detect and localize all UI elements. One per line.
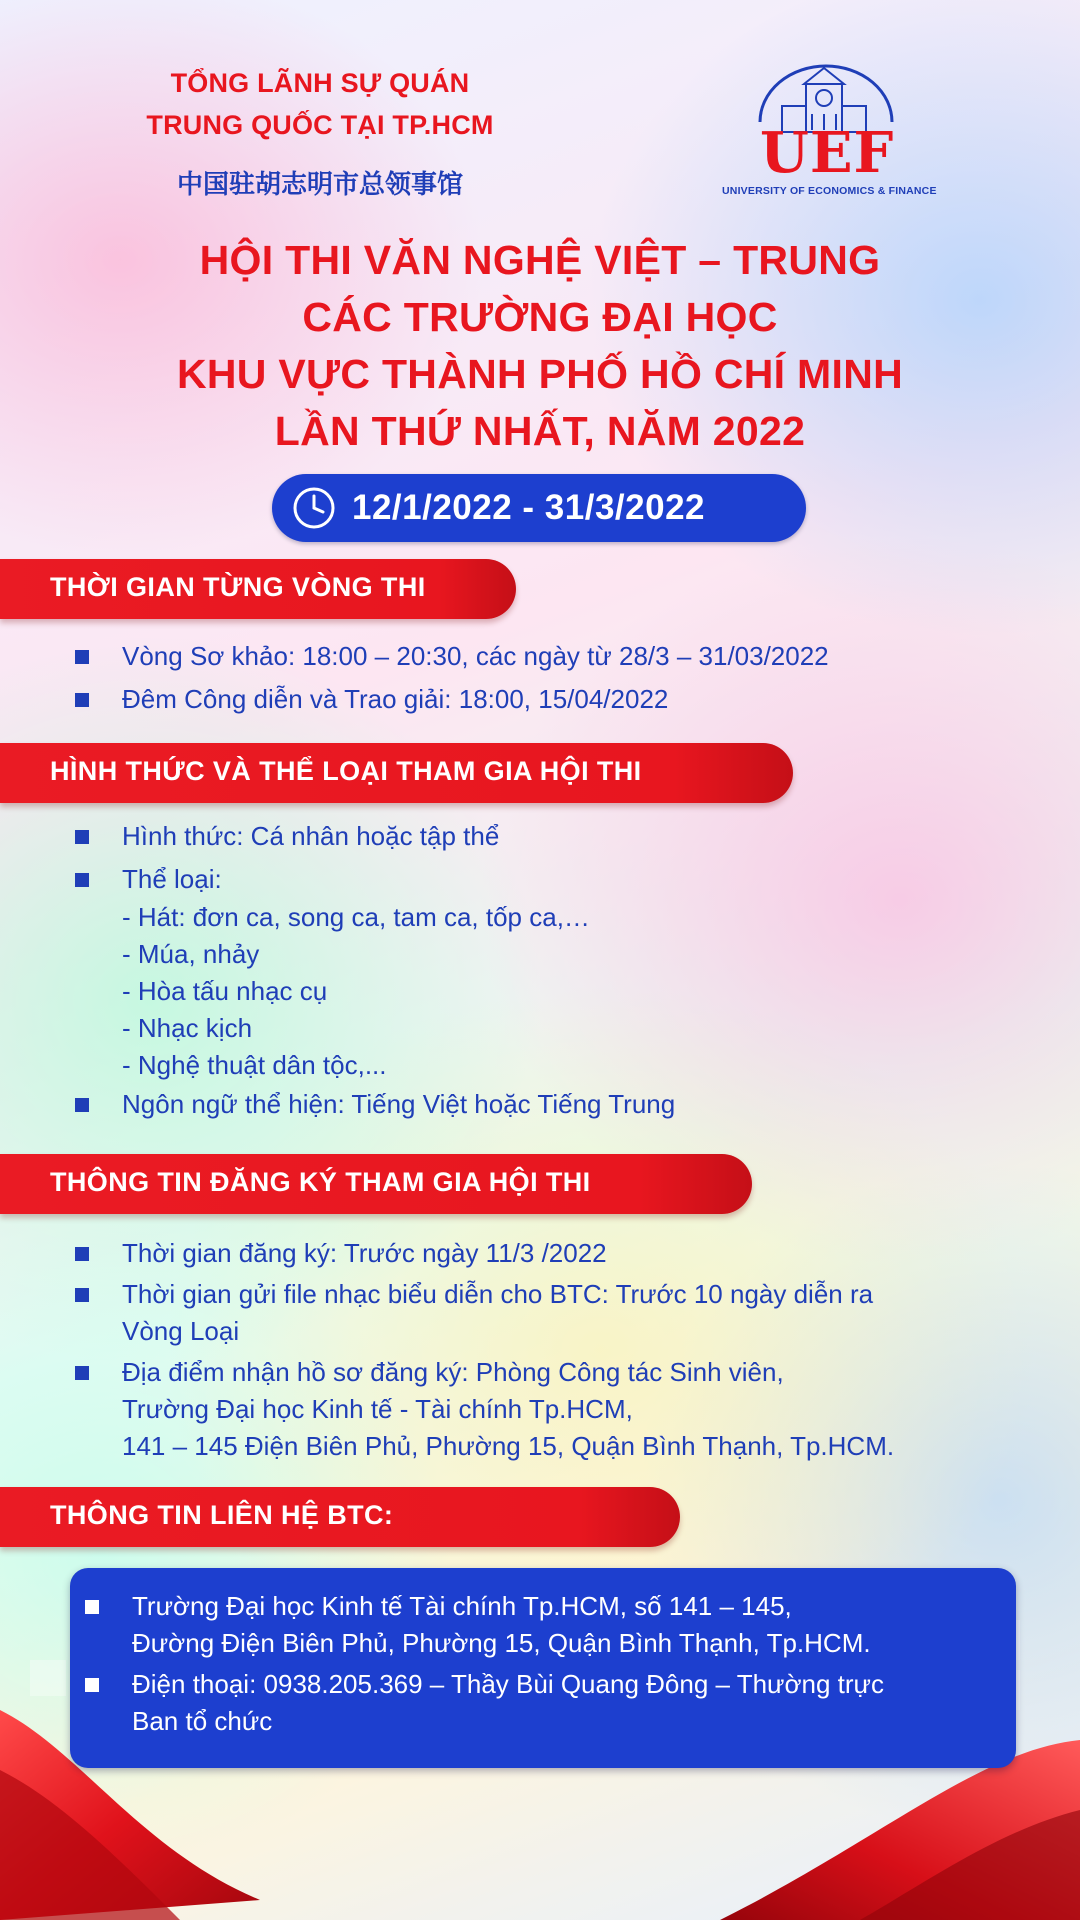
section-title: THÔNG TIN ĐĂNG KÝ THAM GIA HỘI THI <box>50 1167 591 1197</box>
title-line: CÁC TRƯỜNG ĐẠI HỌC <box>302 294 778 340</box>
genre-subitem: - Hòa tấu nhạc cụ <box>122 976 328 1006</box>
title-line: HỘI THI VĂN NGHỆ VIỆT – TRUNG <box>199 237 881 283</box>
square-bullet-icon <box>75 650 89 664</box>
format-genres-list <box>70 818 675 1123</box>
event-title <box>0 232 1080 460</box>
list-item: Hình thức: Cá nhân hoặc tập thể <box>70 818 675 855</box>
genre-subitem: - Nghệ thuật dân tộc,... <box>122 1050 387 1080</box>
section-header-contact <box>0 1487 680 1547</box>
square-bullet-icon <box>75 693 89 707</box>
list-item: Địa điểm nhận hồ sơ đăng ký: Phòng Công tác Sinh viên, Trường Đại học Kinh tế - Tài chính Tp.HCM, 141 – 145 Điện Biên Phủ, Phường 15, Quận Bình Thạnh, Tp.HCM. <box>70 1354 894 1465</box>
list-item: Trường Đại học Kinh tế Tài chính Tp.HCM, số 141 – 145, Đường Điện Biên Phủ, Phường 15, Quận Bình Thạnh, Tp.HCM. <box>80 1588 884 1662</box>
square-bullet-icon <box>75 1098 89 1112</box>
section-title: THỜI GIAN TỪNG VÒNG THI <box>50 572 426 602</box>
list-item: Thời gian đăng ký: Trước ngày 11/3 /2022 <box>70 1235 894 1272</box>
title-line: KHU VỰC THÀNH PHỐ HỒ CHÍ MINH <box>176 351 904 397</box>
square-bullet-icon <box>85 1600 99 1614</box>
list-item: Điện thoại: 0938.205.369 – Thầy Bùi Quang Đông – Thường trực Ban tổ chức <box>80 1666 884 1740</box>
round-times-list <box>70 638 829 718</box>
contact-list <box>80 1588 884 1740</box>
organizer-line-2: TRUNG QUỐC TẠI TP.HCM <box>146 110 494 140</box>
date-range-pill <box>272 474 806 542</box>
section-title: THÔNG TIN LIÊN HỆ BTC: <box>50 1500 394 1530</box>
list-item: Đêm Công diễn và Trao giải: 18:00, 15/04/2022 <box>70 681 829 718</box>
genre-subitem: - Múa, nhảy <box>122 939 260 969</box>
genre-subitem: - Hát: đơn ca, song ca, tam ca, tốp ca,… <box>122 902 590 932</box>
date-range-text: 12/1/2022 - 31/3/2022 <box>352 488 706 527</box>
organizer-line-1: TỔNG LÃNH SỰ QUÁN <box>170 68 470 98</box>
square-bullet-icon <box>85 1678 99 1692</box>
section-header-round-times <box>0 559 516 619</box>
list-item: Ngôn ngữ thể hiện: Tiếng Việt hoặc Tiếng Trung <box>70 1086 675 1123</box>
uef-logo-subtitle: UNIVERSITY OF ECONOMICS & FINANCE <box>722 185 937 197</box>
square-bullet-icon <box>75 1366 89 1380</box>
list-item: Thể loại: <box>70 861 675 898</box>
registration-list <box>70 1235 894 1465</box>
section-header-format-genres <box>0 743 793 803</box>
section-header-registration <box>0 1154 752 1214</box>
square-bullet-icon <box>75 873 89 887</box>
list-item: Vòng Sơ khảo: 18:00 – 20:30, các ngày từ 28/3 – 31/03/2022 <box>70 638 829 675</box>
clock-icon <box>292 486 336 530</box>
section-title: HÌNH THỨC VÀ THỂ LOẠI THAM GIA HỘI THI <box>50 756 642 786</box>
uef-logo-text: UEF <box>760 120 895 186</box>
square-bullet-icon <box>75 1247 89 1261</box>
square-bullet-icon <box>75 1288 89 1302</box>
organizer-chinese-name: 中国驻胡志明市总领事馆 <box>176 169 463 199</box>
contact-box <box>70 1568 1016 1768</box>
square-bullet-icon <box>75 830 89 844</box>
title-line: LẦN THỨ NHẤT, NĂM 2022 <box>274 408 806 454</box>
list-item: Thời gian gửi file nhạc biểu diễn cho BTC: Trước 10 ngày diễn ra Vòng Loại <box>70 1276 894 1350</box>
genre-subitem: - Nhạc kịch <box>122 1013 253 1043</box>
